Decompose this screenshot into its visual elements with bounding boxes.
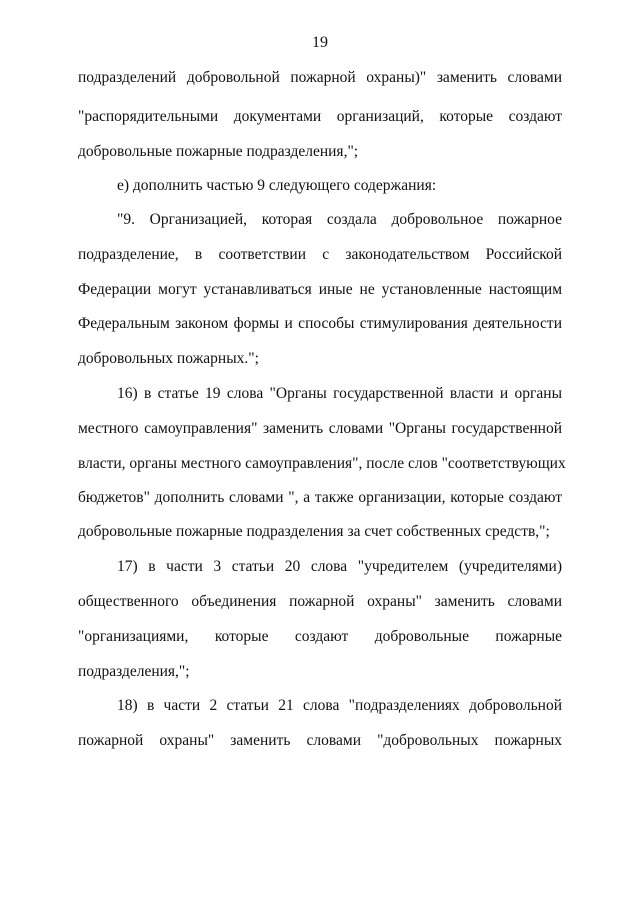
text-line: "9. Организацией, которая создала добровольное пожарное	[117, 211, 562, 228]
text-line: 16) в статье 19 слова "Органы государственной власти и органы	[117, 385, 562, 402]
text-line: общественного объединения пожарной охраны" заменить словами	[78, 593, 562, 610]
text-line: пожарной охраны" заменить словами "добровольных пожарных	[78, 732, 562, 749]
text-line: подразделение, в соответствии с законодательством Российской	[78, 246, 562, 263]
page-number: 19	[312, 34, 328, 51]
text-line: "организациями, которые создают добровольные пожарные	[78, 628, 562, 645]
text-line: е) дополнить частью 9 следующего содержания:	[117, 177, 437, 194]
text-line: бюджетов" дополнить словами ", а также организации, которые создают	[78, 489, 562, 506]
text-line: Федеральным законом формы и способы стимулирования деятельности	[78, 315, 562, 332]
text-line: "распорядительными документами организаций, которые создают	[78, 108, 562, 125]
text-line: добровольных пожарных.";	[78, 350, 259, 367]
text-line: 18) в части 2 статьи 21 слова "подразделениях добровольной	[117, 697, 562, 714]
text-line: подразделений добровольной пожарной охраны)" заменить словами	[78, 69, 562, 86]
text-line: местного самоуправления" заменить словами "Органы государственной	[78, 420, 562, 437]
text-line: добровольные пожарные подразделения за счет собственных средств,";	[78, 523, 550, 540]
text-line: добровольные пожарные подразделения,";	[78, 143, 359, 160]
text-line: подразделения,";	[78, 663, 190, 680]
text-line: Федерации могут устанавливаться иные не установленные настоящим	[78, 281, 562, 298]
text-line: 17) в части 3 статьи 20 слова "учредителем (учредителями)	[117, 558, 562, 575]
text-line: власти, органы местного самоуправления", после слов "соответствующих	[78, 455, 566, 472]
